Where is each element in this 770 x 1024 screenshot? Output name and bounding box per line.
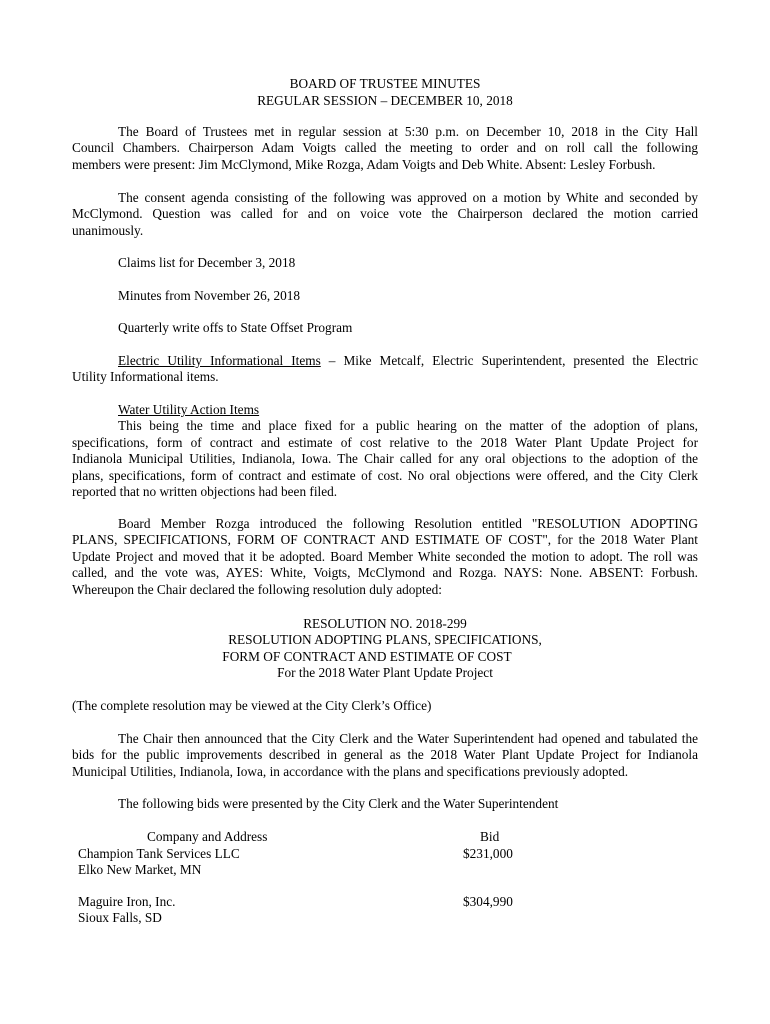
bid-amount: $304,990 [463,894,513,909]
resolution-number: RESOLUTION NO. 2018-299 [303,616,467,631]
consent-item-write-offs: Quarterly write offs to State Offset Program [118,320,353,335]
consent-item-claims: Claims list for December 3, 2018 [118,255,296,270]
resolution-title-line: FORM OF CONTRACT AND ESTIMATE OF COST [222,648,512,664]
opening-paragraph [72,124,698,173]
bids-intro-paragraph [72,731,698,780]
paragraph-line: McClymond. Question was called for and on voice vote the Chairperson declared the motion carried [72,206,698,222]
paragraph-line: bids for the public improvements described in general as the 2018 Water Plant Update Project for Indianola [72,747,698,763]
document-header [72,75,698,109]
bid-amount: $231,000 [463,846,513,861]
electric-utility-text: – Mike Metcalf, Electric Superintendent, presented the Electric [320,353,698,368]
document-subtitle: REGULAR SESSION – DECEMBER 10, 2018 [257,93,513,108]
paragraph-line: Update Project and moved that it be adopted. Board Member White seconded the motion to adopt. The roll was [72,548,698,564]
company-name: Maguire Iron, Inc. [78,894,176,909]
paragraph-line: The consent agenda consisting of the following was approved on a motion by White and seconded by [118,190,698,205]
paragraph-line: unanimously. [72,222,144,238]
electric-utility-heading: Electric Utility Informational Items [118,353,321,368]
resolution-note: (The complete resolution may be viewed at the City Clerk’s Office) [72,698,432,713]
document-title: BOARD OF TRUSTEE MINUTES [289,76,481,91]
paragraph-line: Utility Informational items. [72,369,219,385]
table-header-company: Company and Address [147,829,268,844]
paragraph-line: members were present: Jim McClymond, Mike Rozga, Adam Voigts and Deb White. Absent: Lesley Forbush. [72,156,656,172]
paragraph-line: This being the time and place fixed for a public hearing on the matter of the adoption of plans, [118,418,698,434]
consent-item-minutes: Minutes from November 26, 2018 [118,288,301,303]
company-location: Sioux Falls, SD [78,910,162,925]
paragraph-line: Indianola Municipal Utilities, Indianola, Iowa. The Chair called for any oral objections to the adoption of the [72,451,698,467]
resolution-intro-paragraph [72,516,698,598]
table-header-bid: Bid [480,829,500,844]
company-name: Champion Tank Services LLC [78,846,240,861]
company-location: Elko New Market, MN [78,862,202,877]
paragraph-line: called, and the vote was, AYES: White, Voigts, McClymond and Rozga. NAYS: None. ABSENT: Forbush. [72,565,698,581]
paragraph-line: specifications, form of contract and estimate of cost relative to the 2018 Water Plant Update Project for [72,434,698,450]
bids-presented-text: The following bids were presented by the City Clerk and the Water Superintendent [118,796,559,811]
paragraph-line: Whereupon the Chair declared the following resolution duly adopted: [72,581,442,597]
paragraph-line: plans, specifications, form of contract and estimate of cost. No oral objections were offered, and the City Clerk [72,467,698,483]
paragraph-line [72,353,698,369]
paragraph-line: Board Member Rozga introduced the following Resolution entitled "RESOLUTION ADOPTING [118,516,698,531]
paragraph-line: PLANS, SPECIFICATIONS, FORM OF CONTRACT AND ESTIMATE OF COST", for the 2018 Water Plant [72,532,698,548]
resolution-title-block [72,616,698,682]
electric-utility-section [72,353,698,386]
consent-agenda-paragraph [72,190,698,239]
water-utility-section [72,402,698,500]
paragraph-line: The Chair then announced that the City Clerk and the Water Superintendent had opened and tabulated the [118,731,698,746]
paragraph-line: reported that no written objections had been filed. [72,484,338,500]
paragraph-line: Municipal Utilities, Indianola, Iowa, in accordance with the plans and specifications previously adopted. [72,763,629,779]
resolution-title-line: RESOLUTION ADOPTING PLANS, SPECIFICATIONS, [228,632,542,648]
paragraph-line: Council Chambers. Chairperson Adam Voigts called the meeting to order and on roll call the following [72,140,698,156]
paragraph-line: The Board of Trustees met in regular session at 5:30 p.m. on December 10, 2018 in the City Hall [118,124,698,139]
resolution-title-line: For the 2018 Water Plant Update Project [277,665,493,681]
water-utility-heading: Water Utility Action Items [118,402,260,417]
